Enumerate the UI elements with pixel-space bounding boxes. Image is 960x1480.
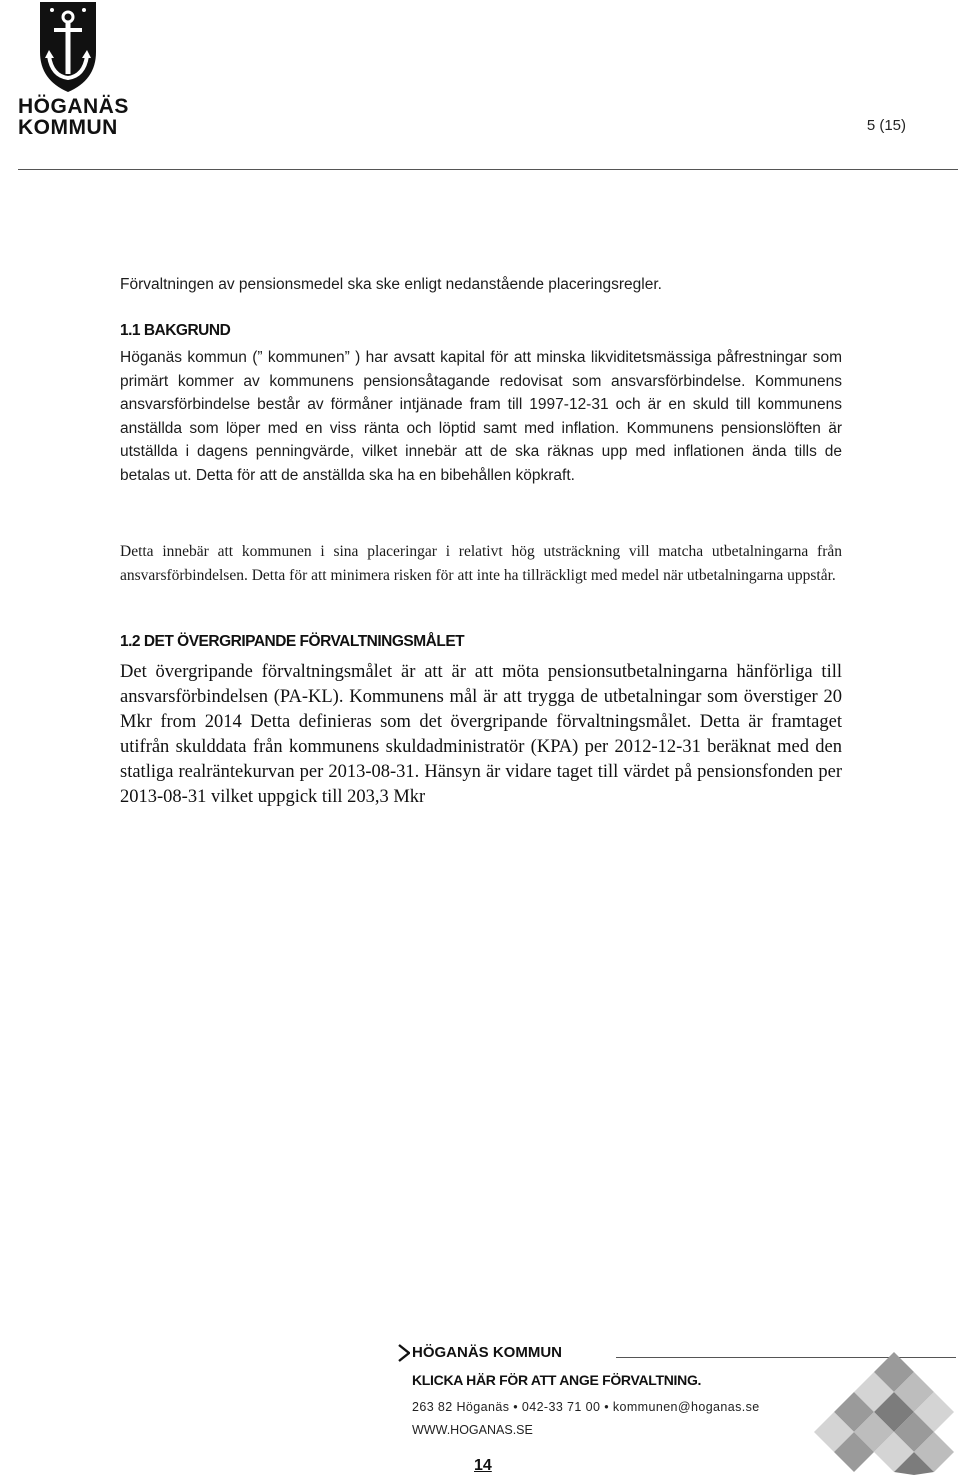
section-heading-bakgrund: 1.1 BAKGRUND <box>120 322 231 339</box>
section-heading-forvaltningsmalet: 1.2 DET ÖVERGRIPANDE FÖRVALTNINGSMÅLET <box>120 633 465 650</box>
logo-text-hoganas: HÖGANÄS <box>18 95 129 118</box>
logo-text-kommun: KOMMUN <box>18 116 118 139</box>
page-number: 5 (15) <box>866 117 906 134</box>
footer-contact: 263 82 Höganäs • 042-33 71 00 • kommunen@hoganas.se <box>412 1400 760 1414</box>
bakgrund-paragraph-1: Höganäs kommun (” kommunen” ) har avsatt kapital för att minska likviditetsmässiga påfrestningar som primärt kommer av kommunens pensionsåtagande redovisat som ansvarsförbindelse. Kommunens ansvarsförbindelse består av förmåner intjänade fram till 1997-12-31 och är en skuld till kommunens anställda som löper med en viss ränta och löptid samt med inflation. Kommunens pensionslöften är utställda i dagens penningvärde, vilket innebär att de ska räknas upp med inflationen ända tills de betalas ut. Detta för att de anställda ska ha en bibehållen köpkraft. <box>120 349 842 484</box>
arrow-right-icon <box>398 1344 410 1362</box>
forvaltningsmalet-paragraph: Det övergripande förvaltningsmålet är att är att möta pensionsutbetalningarna hänförliga till ansvarsförbindelsen (PA-KL). Kommunens mål är att trygga de utbetalningar som överstiger 20 Mkr from 2014 Detta definieras som det övergripande förvaltningsmålet. Detta är framtaget utifrån skulddata från kommunens skuldadministratör (KPA) per 2012-12-31 beräknat med den statliga realräntekurvan per 2013-08-31. Hänsyn är vidare taget till värdet på pensionsfonden per 2013-08-31 vilket uppgick till 203,3 Mkr <box>120 662 842 807</box>
footer-website: WWW.HOGANAS.SE <box>412 1423 533 1437</box>
intro-paragraph: Förvaltningen av pensionsmedel ska ske enligt nedanstående placeringsregler. <box>120 276 662 293</box>
bakgrund-paragraph-2: Detta innebär att kommunen i sina placeringar i relativt hög utsträckning vill matcha utbetalningarna från ansvarsförbindelsen. Detta för att minimera risken för att inte ha tillräckligt med medel när utbetalningarna uppstår. <box>120 543 842 584</box>
footer-org-name: HÖGANÄS KOMMUN <box>412 1344 562 1361</box>
footer-department: KLICKA HÄR FÖR ATT ANGE FÖRVALTNING. <box>412 1372 702 1388</box>
footer-page-number: 14 <box>474 1457 492 1474</box>
decorative-pattern <box>814 1352 960 1475</box>
header-divider <box>18 169 958 170</box>
